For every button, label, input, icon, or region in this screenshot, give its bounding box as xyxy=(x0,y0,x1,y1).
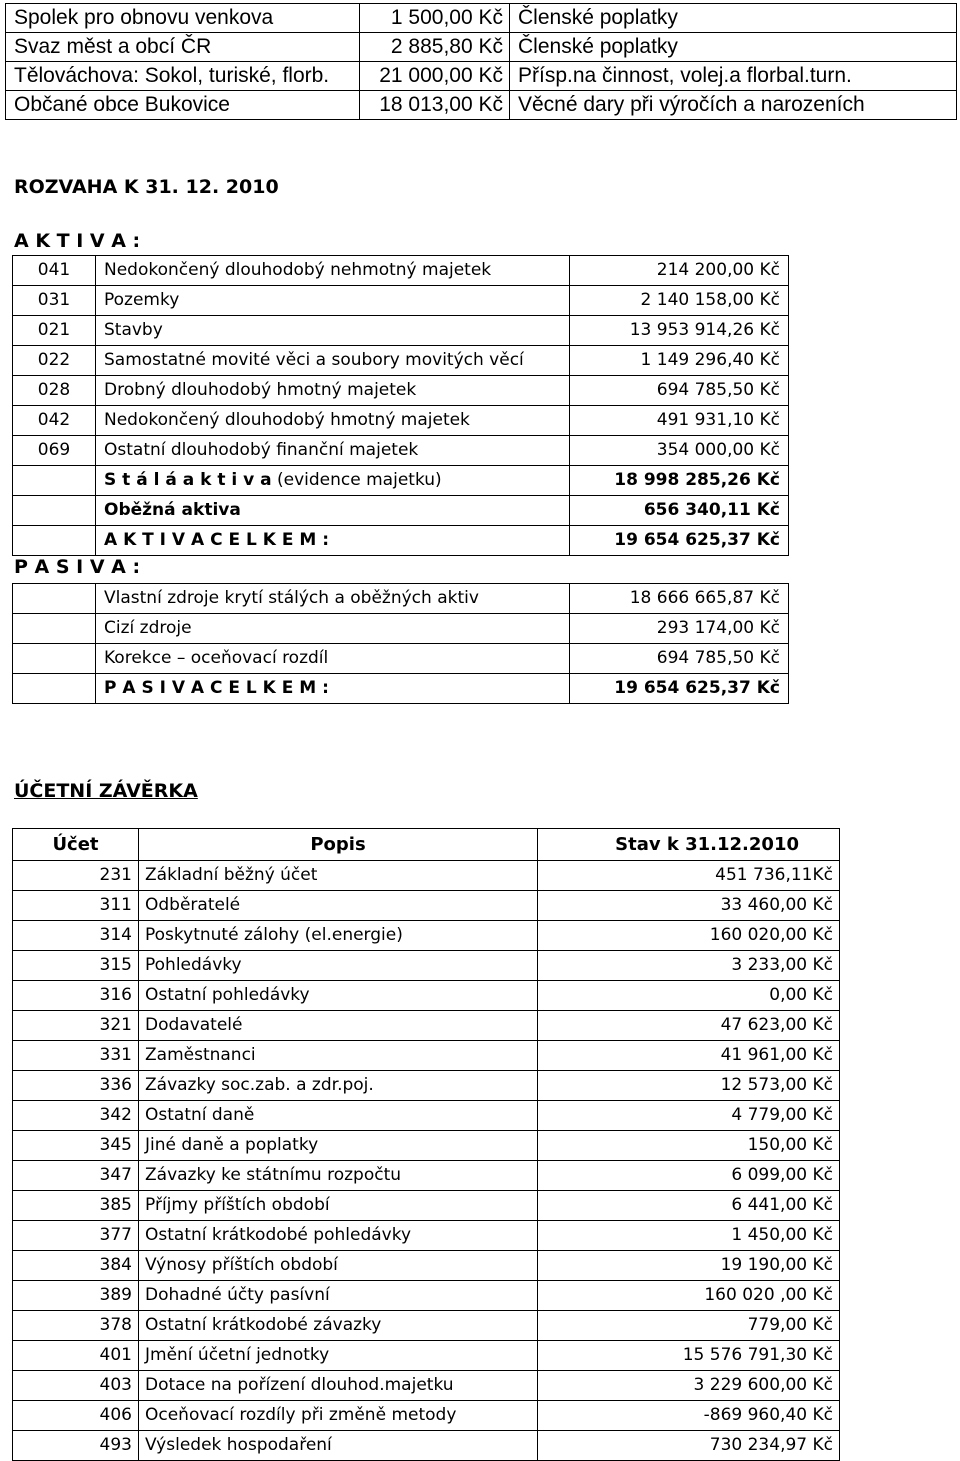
pasiva-heading: P A S I V A : xyxy=(14,556,141,578)
account-description: Drobný dlouhodobý hmotný majetek xyxy=(96,376,570,406)
account-number: 384 xyxy=(13,1251,139,1281)
account-number: 314 xyxy=(13,921,139,951)
account-balance: 160 020 ,00 Kč xyxy=(538,1281,840,1311)
account-description: Ostatní krátkodobé pohledávky xyxy=(139,1221,538,1251)
account-number: 321 xyxy=(13,1011,139,1041)
account-balance: 41 961,00 Kč xyxy=(538,1041,840,1071)
account-number: 347 xyxy=(13,1161,139,1191)
zaverka-title: ÚČETNÍ ZÁVĚRKA xyxy=(14,780,198,802)
account-amount: 694 785,50 Kč xyxy=(570,376,789,406)
account-code: 069 xyxy=(13,436,96,466)
zaverka-row xyxy=(13,1371,840,1401)
contribution-amount: 2 885,80 Kč xyxy=(360,33,510,62)
account-description: Pozemky xyxy=(96,286,570,316)
account-balance: 150,00 Kč xyxy=(538,1131,840,1161)
contribution-note: Přísp.na činnost, volej.a florbal.turn. xyxy=(510,62,957,91)
contribution-row xyxy=(6,62,957,91)
account-description: Ostatní pohledávky xyxy=(139,981,538,1011)
pasiva-description: Cizí zdroje xyxy=(96,614,570,644)
account-balance: 730 234,97 Kč xyxy=(538,1431,840,1461)
account-number: 377 xyxy=(13,1221,139,1251)
zaverka-row xyxy=(13,1431,840,1461)
empty-cell xyxy=(13,644,96,674)
contributor-name: Svaz měst a obcí ČR xyxy=(6,33,360,62)
account-balance: 779,00 Kč xyxy=(538,1311,840,1341)
pasiva-row xyxy=(13,644,789,674)
account-description: Poskytnuté zálohy (el.energie) xyxy=(139,921,538,951)
empty-cell xyxy=(13,466,96,496)
obezna-aktiva-label: Oběžná aktiva xyxy=(96,496,570,526)
aktiva-row xyxy=(13,346,789,376)
account-code: 031 xyxy=(13,286,96,316)
account-balance: 19 190,00 Kč xyxy=(538,1251,840,1281)
stala-aktiva-text: S t á l á a k t i v a xyxy=(104,470,272,490)
account-amount: 214 200,00 Kč xyxy=(570,256,789,286)
account-description: Příjmy příštích období xyxy=(139,1191,538,1221)
aktiva-celkem-row xyxy=(13,526,789,556)
contribution-row xyxy=(6,33,957,62)
contribution-row xyxy=(6,4,957,33)
zaverka-row xyxy=(13,1281,840,1311)
account-number: 342 xyxy=(13,1101,139,1131)
account-description: Nedokončený dlouhodobý nehmotný majetek xyxy=(96,256,570,286)
account-description: Výsledek hospodaření xyxy=(139,1431,538,1461)
pasiva-row xyxy=(13,614,789,644)
account-description: Závazky ke státnímu rozpočtu xyxy=(139,1161,538,1191)
contributor-name: Občané obce Bukovice xyxy=(6,91,360,120)
zaverka-row xyxy=(13,1401,840,1431)
pasiva-amount: 18 666 665,87 Kč xyxy=(570,584,789,614)
account-description: Ostatní dlouhodobý finanční majetek xyxy=(96,436,570,466)
account-description: Zaměstnanci xyxy=(139,1041,538,1071)
zaverka-row xyxy=(13,1161,840,1191)
pasiva-celkem-amount: 19 654 625,37 Kč xyxy=(570,674,789,704)
account-balance: 47 623,00 Kč xyxy=(538,1011,840,1041)
contributor-name: Tělováchova: Sokol, turiské, florb. xyxy=(6,62,360,91)
account-number: 401 xyxy=(13,1341,139,1371)
stala-aktiva-amount: 18 998 285,26 Kč xyxy=(570,466,789,496)
aktiva-row xyxy=(13,436,789,466)
account-balance: 3 229 600,00 Kč xyxy=(538,1371,840,1401)
account-balance: 451 736,11Kč xyxy=(538,861,840,891)
obezna-aktiva-row xyxy=(13,496,789,526)
account-number: 385 xyxy=(13,1191,139,1221)
empty-cell xyxy=(13,584,96,614)
account-balance: 1 450,00 Kč xyxy=(538,1221,840,1251)
zaverka-row xyxy=(13,951,840,981)
stala-aktiva-note: (evidence majetku) xyxy=(271,470,442,490)
account-code: 028 xyxy=(13,376,96,406)
zaverka-row xyxy=(13,891,840,921)
account-code: 021 xyxy=(13,316,96,346)
account-amount: 1 149 296,40 Kč xyxy=(570,346,789,376)
account-number: 389 xyxy=(13,1281,139,1311)
zaverka-row xyxy=(13,1311,840,1341)
rozvaha-title: ROZVAHA K 31. 12. 2010 xyxy=(14,176,279,198)
account-description: Závazky soc.zab. a zdr.poj. xyxy=(139,1071,538,1101)
aktiva-celkem-amount: 19 654 625,37 Kč xyxy=(570,526,789,556)
account-balance: -869 960,40 Kč xyxy=(538,1401,840,1431)
account-number: 331 xyxy=(13,1041,139,1071)
account-description: Samostatné movité věci a soubory movitých věcí xyxy=(96,346,570,376)
account-description: Pohledávky xyxy=(139,951,538,981)
pasiva-description: Korekce – oceňovací rozdíl xyxy=(96,644,570,674)
zaverka-row xyxy=(13,1341,840,1371)
account-description: Základní běžný účet xyxy=(139,861,538,891)
empty-cell xyxy=(13,496,96,526)
header-stav: Stav k 31.12.2010 xyxy=(538,829,840,861)
pasiva-celkem-row xyxy=(13,674,789,704)
pasiva-description: Vlastní zdroje krytí stálých a oběžných aktiv xyxy=(96,584,570,614)
aktiva-row xyxy=(13,256,789,286)
aktiva-row xyxy=(13,376,789,406)
account-number: 406 xyxy=(13,1401,139,1431)
empty-cell xyxy=(13,614,96,644)
zaverka-row xyxy=(13,1191,840,1221)
account-balance: 33 460,00 Kč xyxy=(538,891,840,921)
account-description: Ostatní krátkodobé závazky xyxy=(139,1311,538,1341)
aktiva-row xyxy=(13,406,789,436)
account-number: 345 xyxy=(13,1131,139,1161)
account-balance: 0,00 Kč xyxy=(538,981,840,1011)
zaverka-row xyxy=(13,1251,840,1281)
contributor-name: Spolek pro obnovu venkova xyxy=(6,4,360,33)
aktiva-table xyxy=(12,255,789,556)
stala-aktiva-label xyxy=(96,466,570,496)
account-number: 315 xyxy=(13,951,139,981)
account-balance: 4 779,00 Kč xyxy=(538,1101,840,1131)
contribution-amount: 21 000,00 Kč xyxy=(360,62,510,91)
account-balance: 6 441,00 Kč xyxy=(538,1191,840,1221)
account-amount: 13 953 914,26 Kč xyxy=(570,316,789,346)
account-amount: 2 140 158,00 Kč xyxy=(570,286,789,316)
account-description: Oceňovací rozdíly při změně metody xyxy=(139,1401,538,1431)
pasiva-amount: 694 785,50 Kč xyxy=(570,644,789,674)
account-description: Dotace na pořízení dlouhod.majetku xyxy=(139,1371,538,1401)
empty-cell xyxy=(13,526,96,556)
pasiva-row xyxy=(13,584,789,614)
account-number: 231 xyxy=(13,861,139,891)
contribution-note: Věcné dary při výročích a narozeních xyxy=(510,91,957,120)
aktiva-row xyxy=(13,316,789,346)
contribution-note: Členské poplatky xyxy=(510,33,957,62)
account-number: 378 xyxy=(13,1311,139,1341)
account-code: 042 xyxy=(13,406,96,436)
zaverka-row xyxy=(13,1071,840,1101)
empty-cell xyxy=(13,674,96,704)
account-balance: 12 573,00 Kč xyxy=(538,1071,840,1101)
account-balance: 15 576 791,30 Kč xyxy=(538,1341,840,1371)
zaverka-table xyxy=(12,828,840,1461)
account-description: Dodavatelé xyxy=(139,1011,538,1041)
account-code: 041 xyxy=(13,256,96,286)
account-balance: 6 099,00 Kč xyxy=(538,1161,840,1191)
stala-aktiva-row xyxy=(13,466,789,496)
zaverka-row xyxy=(13,921,840,951)
pasiva-celkem-label: P A S I V A C E L K E M : xyxy=(96,674,570,704)
contributions-table xyxy=(5,3,957,120)
account-balance: 160 020,00 Kč xyxy=(538,921,840,951)
contribution-row xyxy=(6,91,957,120)
account-description: Jiné daně a poplatky xyxy=(139,1131,538,1161)
zaverka-row xyxy=(13,1011,840,1041)
account-description: Nedokončený dlouhodobý hmotný majetek xyxy=(96,406,570,436)
aktiva-row xyxy=(13,286,789,316)
zaverka-row xyxy=(13,861,840,891)
contribution-note: Členské poplatky xyxy=(510,4,957,33)
account-code: 022 xyxy=(13,346,96,376)
account-number: 316 xyxy=(13,981,139,1011)
account-description: Stavby xyxy=(96,316,570,346)
account-description: Výnosy příštích období xyxy=(139,1251,538,1281)
pasiva-amount: 293 174,00 Kč xyxy=(570,614,789,644)
aktiva-celkem-label: A K T I V A C E L K E M : xyxy=(96,526,570,556)
obezna-aktiva-amount: 656 340,11 Kč xyxy=(570,496,789,526)
zaverka-row xyxy=(13,1041,840,1071)
zaverka-row xyxy=(13,981,840,1011)
zaverka-row xyxy=(13,1131,840,1161)
account-balance: 3 233,00 Kč xyxy=(538,951,840,981)
aktiva-heading: A K T I V A : xyxy=(14,230,141,252)
header-ucet: Účet xyxy=(13,829,139,861)
account-description: Dohadné účty pasívní xyxy=(139,1281,538,1311)
account-number: 493 xyxy=(13,1431,139,1461)
zaverka-row xyxy=(13,1221,840,1251)
zaverka-header-row xyxy=(13,829,840,861)
account-description: Odběratelé xyxy=(139,891,538,921)
account-amount: 354 000,00 Kč xyxy=(570,436,789,466)
header-popis: Popis xyxy=(139,829,538,861)
account-number: 311 xyxy=(13,891,139,921)
contribution-amount: 1 500,00 Kč xyxy=(360,4,510,33)
pasiva-table xyxy=(12,583,789,704)
account-number: 403 xyxy=(13,1371,139,1401)
account-amount: 491 931,10 Kč xyxy=(570,406,789,436)
account-number: 336 xyxy=(13,1071,139,1101)
account-description: Ostatní daně xyxy=(139,1101,538,1131)
zaverka-row xyxy=(13,1101,840,1131)
account-description: Jmění účetní jednotky xyxy=(139,1341,538,1371)
contribution-amount: 18 013,00 Kč xyxy=(360,91,510,120)
